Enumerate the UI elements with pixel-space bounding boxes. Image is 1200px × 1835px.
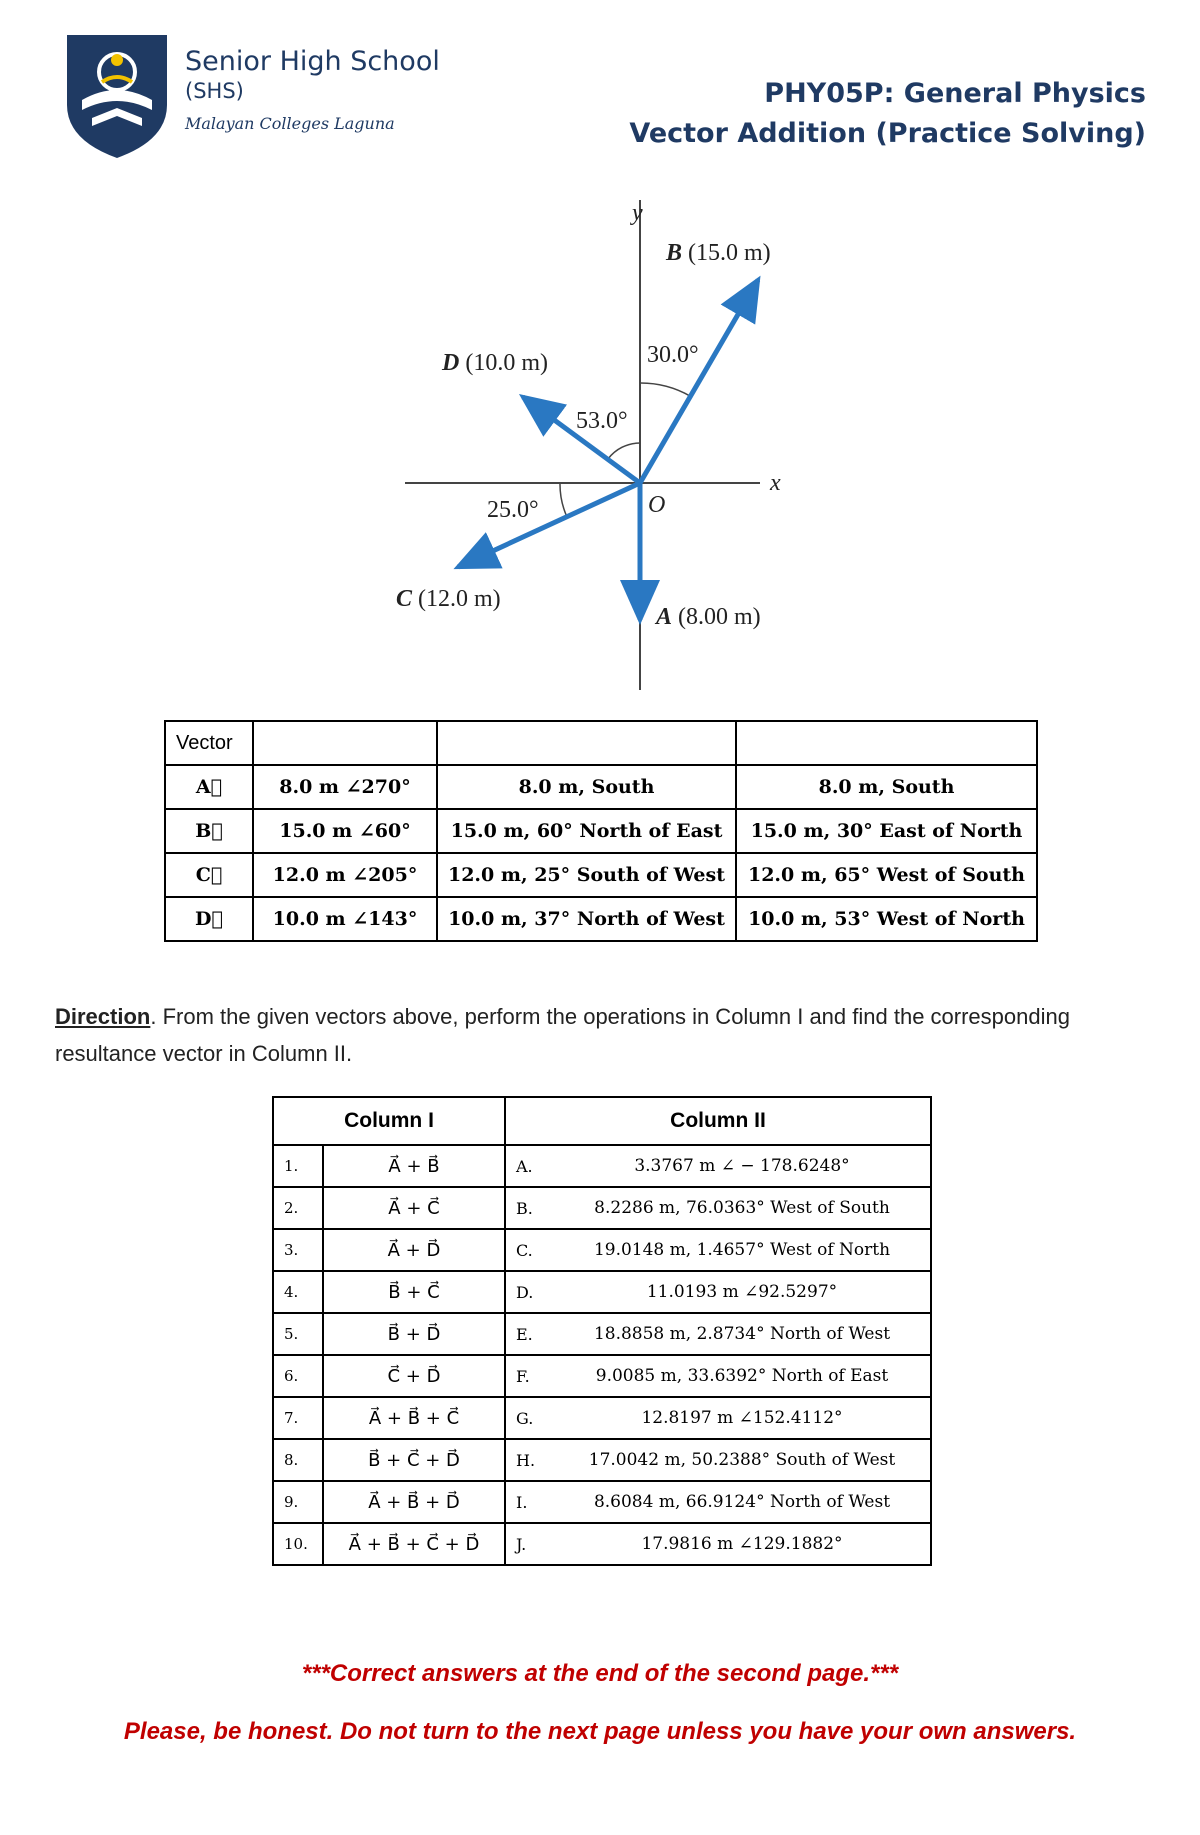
college-name: Malayan Colleges Laguna [185, 114, 395, 133]
item-number: 6. [273, 1355, 323, 1397]
column-ii-header: Column II [505, 1097, 931, 1145]
polar-form: 15.0 m ∠60° [253, 809, 437, 853]
item-number: 7. [273, 1397, 323, 1439]
operation: A⃗ + B⃗ [323, 1145, 505, 1187]
operation: A⃗ + B⃗ + C⃗ + D⃗ [323, 1523, 505, 1565]
table-row [273, 1229, 931, 1271]
answer-letter: I. [505, 1481, 554, 1523]
vector-c-angle: 25.0° [487, 497, 539, 523]
operation: B⃗ + C⃗ [323, 1271, 505, 1313]
answer-letter: F. [505, 1355, 554, 1397]
y-axis-label: y [632, 200, 643, 226]
operation: B⃗ + C⃗ + D⃗ [323, 1439, 505, 1481]
compass-form-ns: 8.0 m, South [736, 765, 1037, 809]
vector-name: A⃗ [165, 765, 253, 809]
table-row [273, 1271, 931, 1313]
table-row [273, 1355, 931, 1397]
angle-arc-d [608, 443, 640, 459]
answer-value: 17.9816 m ∠129.1882° [554, 1523, 931, 1565]
operation: A⃗ + B⃗ + C⃗ [323, 1397, 505, 1439]
answer-value: 17.0042 m, 50.2388° South of West [554, 1439, 931, 1481]
angle-arc-b [640, 383, 690, 396]
answer-value: 9.0085 m, 33.6392° North of East [554, 1355, 931, 1397]
polar-form: 10.0 m ∠143° [253, 897, 437, 941]
compass-form-ew: 8.0 m, South [437, 765, 736, 809]
answer-letter: J. [505, 1523, 554, 1565]
operation: C⃗ + D⃗ [323, 1355, 505, 1397]
column-i-header: Column I [273, 1097, 505, 1145]
answer-letter: A. [505, 1145, 554, 1187]
answer-value: 18.8858 m, 2.8734° North of West [554, 1313, 931, 1355]
answer-letter: E. [505, 1313, 554, 1355]
table-header-row [165, 721, 1037, 765]
vector-d-label: D (10.0 m) [442, 350, 548, 376]
table-row [273, 1523, 931, 1565]
table-row [165, 853, 1037, 897]
operation: A⃗ + D⃗ [323, 1229, 505, 1271]
direction-label: Direction [55, 1004, 151, 1029]
answer-value: 19.0148 m, 1.4657° West of North [554, 1229, 931, 1271]
vector-c-label: C (12.0 m) [396, 586, 501, 612]
compass-form-ns: 10.0 m, 53° West of North [736, 897, 1037, 941]
operation: A⃗ + C⃗ [323, 1187, 505, 1229]
school-abbr: (SHS) [185, 79, 244, 103]
course-title: PHY05P: General Physics [764, 78, 1146, 109]
direction-text: . From the given vectors above, perform the operations in Column I and find the corresponding resultance vector in Column II. [55, 1004, 1070, 1066]
answer-value: 8.2286 m, 76.0363° West of South [554, 1187, 931, 1229]
compass-form-ew: 10.0 m, 37° North of West [437, 897, 736, 941]
school-logo [62, 30, 172, 160]
item-number: 4. [273, 1271, 323, 1313]
answer-letter: B. [505, 1187, 554, 1229]
table-row [273, 1313, 931, 1355]
table-row [273, 1439, 931, 1481]
polar-form: 12.0 m ∠205° [253, 853, 437, 897]
school-name-block [185, 46, 440, 133]
answer-letter: C. [505, 1229, 554, 1271]
answer-value: 12.8197 m ∠152.4112° [554, 1397, 931, 1439]
table-row [273, 1397, 931, 1439]
table-row [273, 1481, 931, 1523]
honesty-note: Please, be honest. Do not turn to the next page unless you have your own answers. [123, 1718, 1077, 1745]
table-row [165, 765, 1037, 809]
vector-name: C⃗ [165, 853, 253, 897]
answer-value: 11.0193 m ∠92.5297° [554, 1271, 931, 1313]
compass-form-ew: 12.0 m, 25° South of West [437, 853, 736, 897]
answer-letter: G. [505, 1397, 554, 1439]
vector-name: D⃗ [165, 897, 253, 941]
school-name: Senior High School [185, 46, 440, 77]
item-number: 3. [273, 1229, 323, 1271]
topic-title: Vector Addition (Practice Solving) [629, 118, 1146, 149]
item-number: 2. [273, 1187, 323, 1229]
answer-letter: H. [505, 1439, 554, 1481]
vector-b-arrow [640, 280, 758, 483]
vector-header: Vector [165, 721, 253, 765]
matching-table [272, 1096, 932, 1566]
table-row [165, 897, 1037, 941]
polar-form: 8.0 m ∠270° [253, 765, 437, 809]
item-number: 10. [273, 1523, 323, 1565]
item-number: 8. [273, 1439, 323, 1481]
vector-b-angle: 30.0° [647, 342, 699, 368]
operation: B⃗ + D⃗ [323, 1313, 505, 1355]
answer-letter: D. [505, 1271, 554, 1313]
item-number: 1. [273, 1145, 323, 1187]
answer-value: 3.3767 m ∠ − 178.6248° [554, 1145, 931, 1187]
vector-name: B⃗ [165, 809, 253, 853]
vector-table [164, 720, 1038, 942]
answer-value: 8.6084 m, 66.9124° North of West [554, 1481, 931, 1523]
document-header [629, 74, 1146, 154]
angle-arc-c [560, 483, 567, 517]
x-axis-label: x [770, 470, 781, 496]
direction-paragraph [55, 998, 1155, 1072]
operation: A⃗ + B⃗ + D⃗ [323, 1481, 505, 1523]
item-number: 5. [273, 1313, 323, 1355]
compass-form-ew: 15.0 m, 60° North of East [437, 809, 736, 853]
matching-header-row [273, 1097, 931, 1145]
vector-diagram [390, 200, 810, 700]
table-row [273, 1187, 931, 1229]
origin-label: O [648, 492, 666, 518]
compass-form-ns: 15.0 m, 30° East of North [736, 809, 1037, 853]
table-row [273, 1145, 931, 1187]
item-number: 9. [273, 1481, 323, 1523]
vector-c-arrow [458, 483, 640, 567]
vector-a-label: A (8.00 m) [656, 604, 761, 630]
compass-form-ns: 12.0 m, 65° West of South [736, 853, 1037, 897]
answers-note: ***Correct answers at the end of the second page.*** [301, 1660, 899, 1687]
table-row [165, 809, 1037, 853]
vector-b-label: B (15.0 m) [666, 240, 771, 266]
vector-d-angle: 53.0° [576, 408, 628, 434]
